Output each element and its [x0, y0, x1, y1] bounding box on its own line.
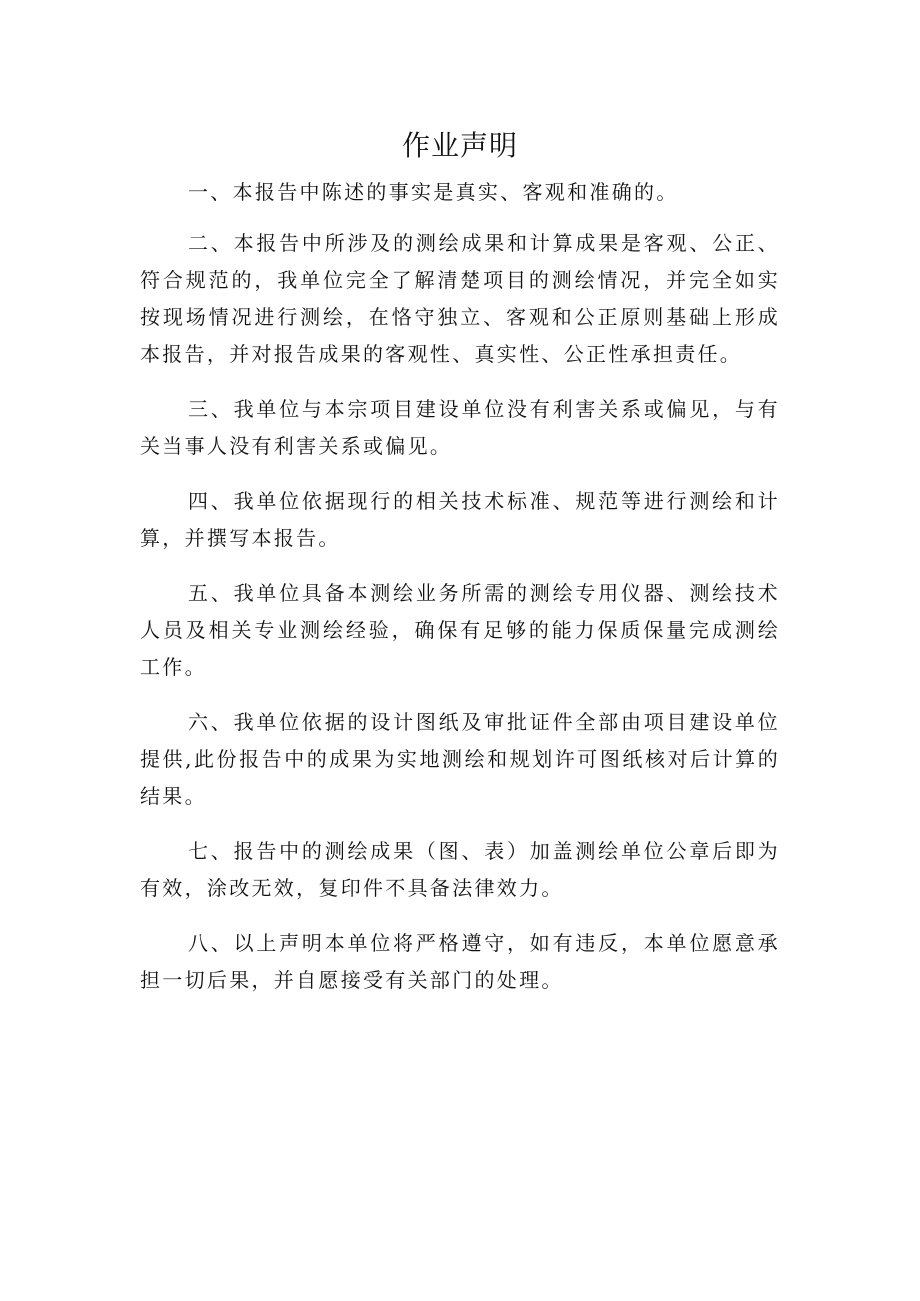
page-title: 作业声明: [401, 129, 518, 162]
statement-4: 四、我单位依据现行的相关技术标准、规范等进行测绘和计算，并撰写本报告。: [140, 489, 780, 550]
statement-6: 六、我单位依据的设计图纸及审批证件全部由项目建设单位提供,此份报告中的成果为实地测绘和规划许可图纸核对后计算的结果。: [140, 710, 780, 808]
statement-3: 三、我单位与本宗项目建设单位没有利害关系或偏见，与有关当事人没有利害关系或偏见。: [140, 397, 780, 458]
statement-5: 五、我单位具备本测绘业务所需的测绘专用仪器、测绘技术人员及相关专业测绘经验，确保有足够的能力保质保量完成测绘工作。: [140, 581, 780, 679]
statement-1: 一、本报告中陈述的事实是真实、客观和准确的。: [188, 180, 679, 204]
statement-8: 八、以上声明本单位将严格遵守，如有违反，本单位愿意承担一切后果，并自愿接受有关部门的处理。: [140, 931, 780, 992]
statement-7: 七、报告中的测绘成果（图、表）加盖测绘单位公章后即为有效，涂改无效，复印件不具备法律效力。: [140, 839, 780, 900]
statement-2: 二、本报告中所涉及的测绘成果和计算成果是客观、公正、符合规范的，我单位完全了解清楚项目的测绘情况，并完全如实按现场情况进行测绘，在恪守独立、客观和公正原则基础上形成本报告，并对报告成果的客观性、真实性、公正性承担责任。: [140, 231, 780, 366]
statement-list: [140, 174, 780, 1017]
